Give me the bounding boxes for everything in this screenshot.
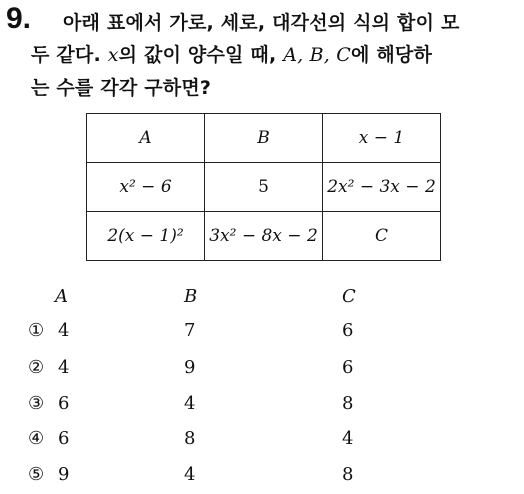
table-row xyxy=(87,114,441,163)
choices-header-a: A xyxy=(55,286,68,307)
choice-c: 6 xyxy=(342,357,354,378)
magic-square-table xyxy=(86,113,441,261)
question-line-2-end: 에 해당하 xyxy=(350,44,433,66)
choice-a: 6 xyxy=(58,393,70,414)
table-row xyxy=(87,163,441,212)
cell-text: C xyxy=(374,226,388,246)
choice-c: 8 xyxy=(342,464,354,485)
choice-b: 7 xyxy=(184,320,196,341)
cell-text: x² − 6 xyxy=(119,177,172,197)
choice-b: 4 xyxy=(184,393,196,414)
choice-mark: ① xyxy=(28,320,45,341)
choice-b: 4 xyxy=(184,464,196,485)
cell-text: x − 1 xyxy=(358,128,405,148)
choice-b: 9 xyxy=(184,357,196,378)
question-line-3: 는 수를 각각 구하면? xyxy=(31,77,212,99)
cell-text: B xyxy=(257,128,270,148)
choice-mark: ⑤ xyxy=(28,464,45,485)
cell-text: 2(x − 1)² xyxy=(107,226,184,246)
choice-mark: ④ xyxy=(28,428,45,449)
table-row xyxy=(87,212,441,261)
choice-a: 4 xyxy=(58,320,70,341)
choice-a: 4 xyxy=(58,357,70,378)
cell-text: A xyxy=(139,128,152,148)
choices-header-b: B xyxy=(184,286,198,307)
question-number: 9. xyxy=(6,2,32,35)
table-cell xyxy=(205,163,323,212)
choice-c: 8 xyxy=(342,393,354,414)
table-cell xyxy=(87,212,205,261)
question-line-2-post: 의 값이 양수일 때, xyxy=(118,44,284,66)
cell-text: 3x² − 8x − 2 xyxy=(209,226,318,246)
table-cell xyxy=(323,212,441,261)
choice-b: 8 xyxy=(184,428,196,449)
question-line-2 xyxy=(31,40,432,67)
cell-text: 2x² − 3x − 2 xyxy=(327,177,436,197)
choices-header-c: C xyxy=(342,286,356,307)
table-cell xyxy=(205,212,323,261)
choice-c: 6 xyxy=(342,320,354,341)
question-vars-abc: A, B, C xyxy=(283,44,351,66)
question-line-1: 아래 표에서 가로, 세로, 대각선의 식의 합이 모 xyxy=(63,12,460,34)
table-cell xyxy=(87,163,205,212)
question-line-2-pre: 두 같다. xyxy=(31,44,108,66)
table-cell xyxy=(323,114,441,163)
cell-text: 5 xyxy=(258,177,269,197)
choice-mark: ③ xyxy=(28,393,45,414)
choice-c: 4 xyxy=(342,428,354,449)
table-cell xyxy=(323,163,441,212)
choice-a: 9 xyxy=(58,464,70,485)
question-var-x: x xyxy=(107,44,119,66)
table-cell xyxy=(87,114,205,163)
choice-a: 6 xyxy=(58,428,70,449)
table-cell xyxy=(205,114,323,163)
choice-mark: ② xyxy=(28,357,45,378)
